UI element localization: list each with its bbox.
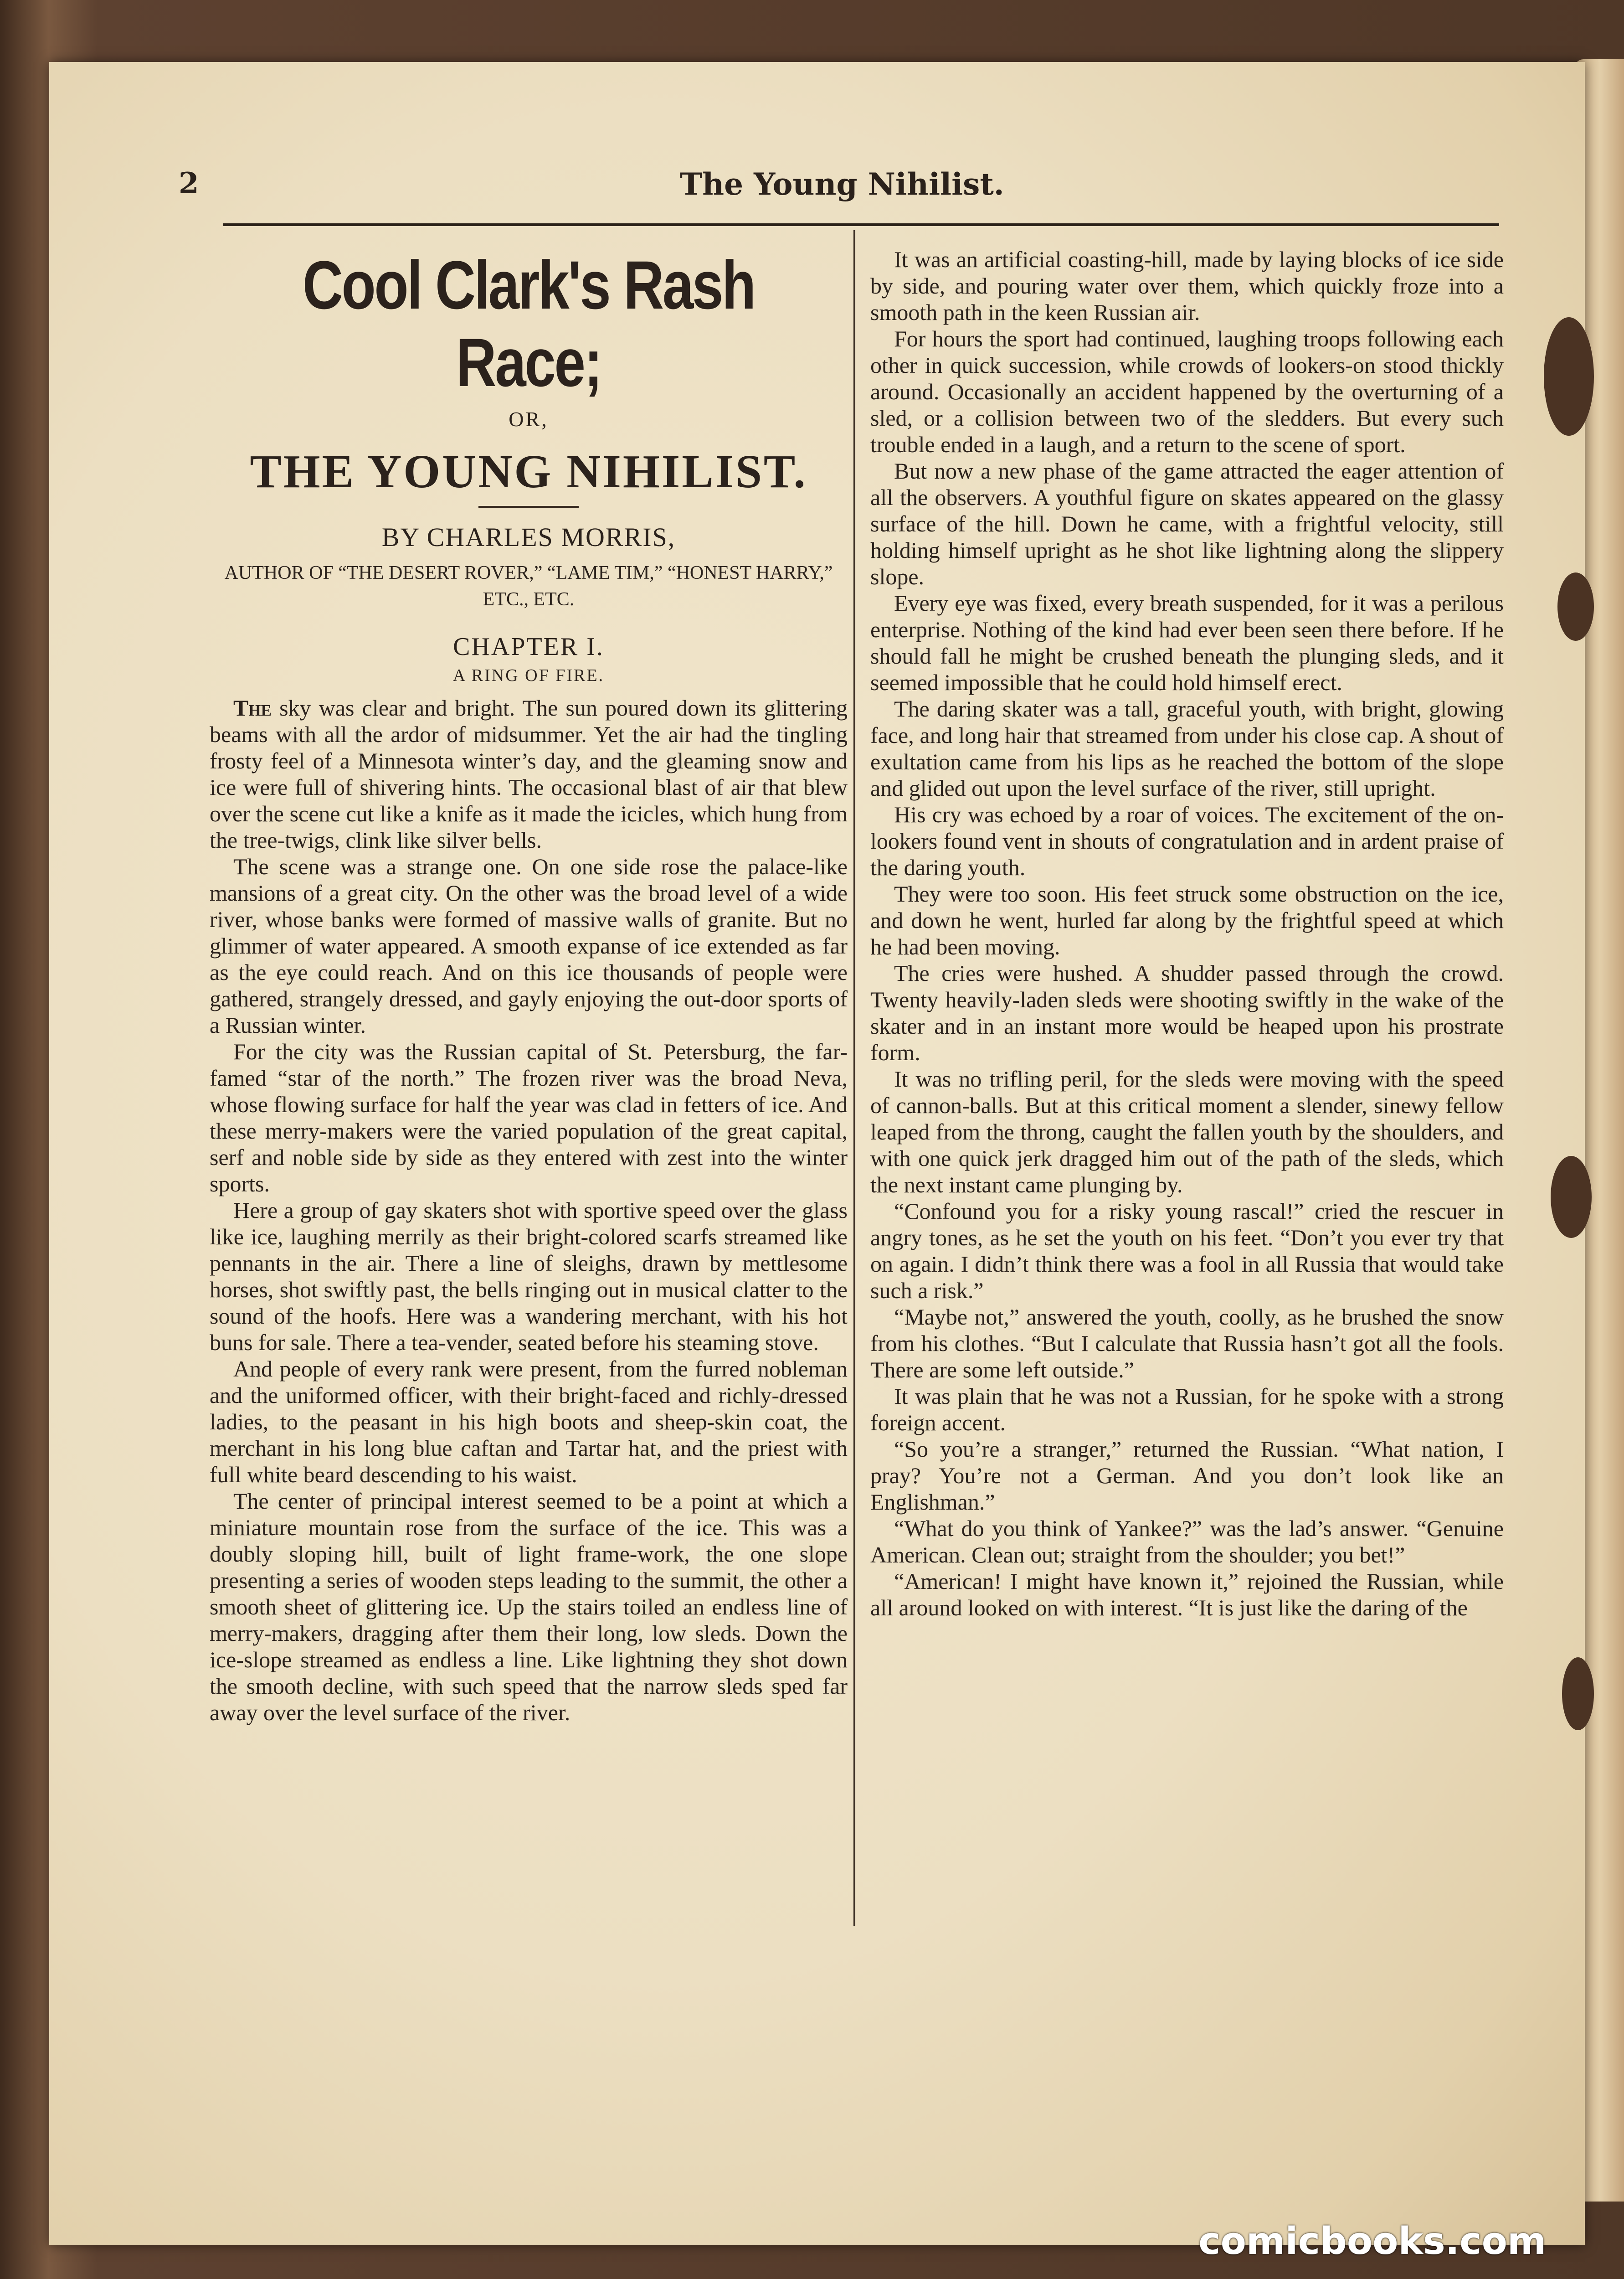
right-column [870, 246, 1504, 2202]
torn-edge [1562, 1657, 1594, 1730]
left-column [210, 246, 848, 2202]
journal-title: The Young Nihilist. [680, 166, 1004, 202]
byline: BY CHARLES MORRIS, [381, 522, 676, 552]
paragraph: And people of every rank were present, from the furred nobleman and the uniformed officer, with their bright-faced and richly-dressed ladies, to the peasant in his high boots and sheep-skin coat, the merchant in his long blue caftan and Tartar hat, and the priest with full white beard descending to his waist. [210, 1356, 848, 1487]
page-number: 2 [179, 166, 199, 201]
chapter-heading: CHAPTER I. [453, 633, 604, 661]
paragraph: It was an artificial coasting-hill, made by laying blocks of ice side by side, and pouring water over them, which quickly froze into a smooth path in the keen Russian air. [870, 247, 1504, 325]
paragraph: “So you’re a stranger,” returned the Russian. “What nation, I pray? You’re not a German. And you don’t look like an Englishman.” [870, 1436, 1504, 1515]
paragraph: For hours the sport had continued, laughing troops following each other in quick succession, while crowds of lookers-on stood thickly around. Occasionally an accident happened by the overturning of a sled, or a collision between two of the sledders. But every such trouble ended in a laugh, and a return to the scene of sport. [870, 326, 1504, 457]
paragraph: It was plain that he was not a Russian, for he spoke with a strong foreign accent. [870, 1383, 1504, 1435]
paragraph: “Maybe not,” answered the youth, coolly, as he brushed the snow from his clothes. “But I calculate that Russia hasn’t got all the fools. There are some left outside.” [870, 1304, 1504, 1382]
paragraph: They were too soon. His feet struck some obstruction on the ice, and down he went, hurled far along by the frightful speed at which he had been moving. [870, 881, 1504, 959]
paragraph: “What do you think of Yankee?” was the lad’s answer. “Genuine American. Clean out; straight from the shoulder; you bet!” [870, 1516, 1504, 1567]
paragraph: “American! I might have known it,” rejoined the Russian, while all around looked on with interest. “It is just like the daring of the [870, 1568, 1504, 1620]
paragraph: His cry was echoed by a roar of voices. The excitement of the on-lookers found vent in shouts of congratulation and in ardent praise of the daring youth. [870, 802, 1504, 880]
paragraph: The cries were hushed. A shudder passed through the crowd. Twenty heavily-laden sleds were shooting swiftly in the wake of the skater and in an instant more would be heaped upon his prostrate form. [870, 960, 1504, 1065]
paragraph: The daring skater was a tall, graceful youth, with bright, glowing face, and long hair that streamed from under his close cap. A shout of exultation came from his lips as he reached the bottom of the slope and glided out upon the level surface of the river, still upright. [870, 696, 1504, 801]
paragraph: But now a new phase of the game attracted the eager attention of all the observers. A youthful figure on skates appeared on the glassy surface of the hill. Down he came, with a frightful velocity, still holding himself upright as he shot like lightning along the slippery slope. [870, 458, 1504, 589]
paragraph: The center of principal interest seemed to be a point at which a miniature mountain rose from the surface of the ice. This was a doubly sloping hill, built of light frame-work, the one slope presenting a series of wooden steps leading to the summit, the other a smooth sheet of glittering ice. Up the stairs toiled an endless line of merry-makers, dragging after them their long, low sleds. Down the ice-slope streamed as endless a line. Like lightning they shot down the smooth decline, with such speed that the narrow sleds sped far away over the level surface of the river. [210, 1488, 848, 1725]
story-title: Cool Clark's Rash Race; [303, 247, 755, 401]
site-watermark: comicbooks.com [1198, 2220, 1547, 2263]
running-head [179, 166, 1482, 212]
chapter-title: A RING OF FIRE. [452, 666, 605, 685]
paragraph: Every eye was fixed, every breath suspended, for it was a perilous enterprise. Nothing of the kind had ever been seen there before. If he should fall he might be crushed beneath the plunging sleds, and it seemed impossible that he could hold himself erect. [870, 590, 1504, 695]
header-rule [223, 223, 1499, 226]
torn-edge [1557, 572, 1594, 641]
torn-edge [1551, 1156, 1592, 1238]
paragraph: Here a group of gay skaters shot with sportive speed over the glass like ice, laughing merrily as their bright-colored scarfs streamed like pennants in the air. There a line of sleighs, drawn by mettlesome horses, shot swiftly past, the bells ringing out in musical clatter to the sound of the hoofs. Here was a wandering merchant, with his hot buns for sale. There a tea-vender, seated before his steaming stove. [210, 1197, 848, 1355]
paragraph-text: sky was clear and bright. The sun poured down its glittering beams with all the ardor of midsummer. Yet the air had the tingling frosty feel of a Minnesota winter’s day, and the gleaming snow and ice were full of shivering hints. The occasional blast of air that blew over the scene cut like a knife as it made the icicles, which hung from the tree-twigs, clink like silver bells. [210, 695, 848, 853]
torn-edge [1544, 317, 1594, 436]
title-or: OR, [509, 407, 549, 431]
paragraph [210, 695, 848, 853]
paragraph: “Confound you for a risky young rascal!” cried the rescuer in angry tones, as he set the youth on his feet. “Don’t you ever try that on again. I didn’t think there was a fool in all Russia that would take such a risk.” [870, 1198, 1504, 1303]
author-credits: AUTHOR OF “THE DESERT ROVER,” “LAME TIM,” “HONEST HARRY,” ETC., ETC. [224, 562, 833, 610]
paragraph: It was no trifling peril, for the sleds were moving with the speed of cannon-balls. But at this critical moment a slender, sinewy fellow leaped from the throng, caught the fallen youth by the shoulders, and with one quick jerk dragged him out of the path of the sleds, which the next instant came plunging by. [870, 1066, 1504, 1197]
paragraph: The scene was a strange one. On one side rose the palace-like mansions of a great city. On the other was the broad level of a wide river, whose banks were formed of massive walls of granite. But no glimmer of water appeared. A smooth expanse of ice extended as far as the eye could reach. And on this ice thousands of people were gathered, strangely dressed, and gayly enjoying the out-door sports of a Russian winter. [210, 854, 848, 1038]
story-subtitle: THE YOUNG NIHILIST. [250, 445, 807, 498]
drop-word: The [233, 695, 272, 721]
column-rule [853, 230, 855, 1926]
subtitle-rule [478, 506, 579, 508]
paragraph: For the city was the Russian capital of St. Petersburg, the far-famed “star of the north.” The frozen river was the broad Neva, whose flowing surface for half the year was clad in fetters of ice. And these merry-makers were the varied population of the great capital, serf and noble side by side as they entered with zest into the winter sports. [210, 1039, 848, 1196]
